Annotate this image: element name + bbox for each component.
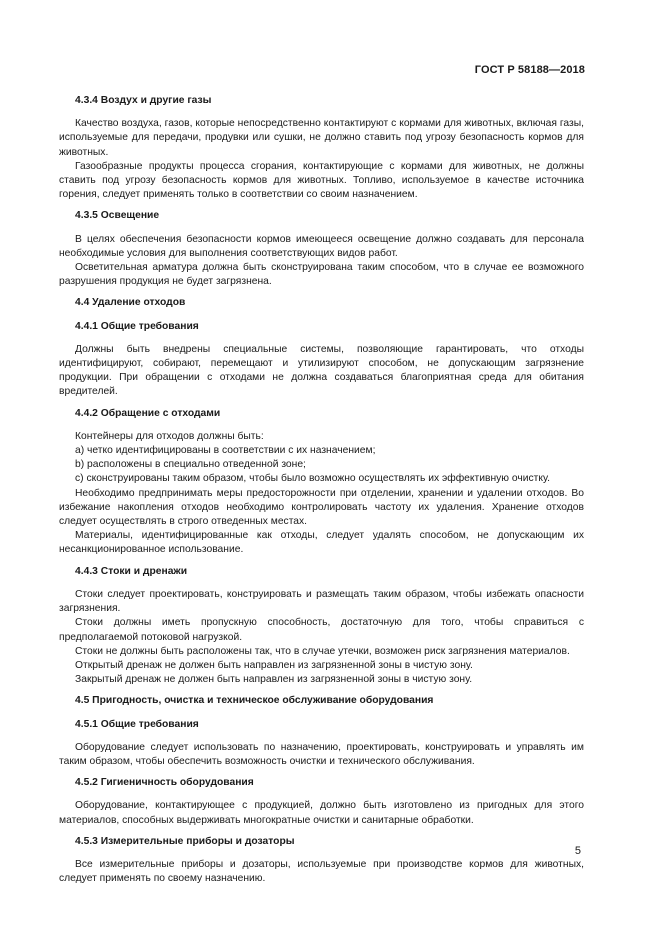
paragraph: В целях обеспечения безопасности кормов имеющееся освещение должно создавать для персонала необходимые условия для выполнения соответствующих видов работ. [59,233,584,259]
heading-4-4: 4.4 Удаление отходов [75,297,186,309]
paragraph: Закрытый дренаж не должен быть направлен из загрязненной зоны в чистую зону. [75,674,473,686]
paragraph: Должны быть внедрены специальные системы, позволяющие гарантировать, что отходы идентифицируют, собирают, перемещают и утилизируют способом, не допускающим загрязнение продукции. При обращении с отходами не должна создаваться благоприятная среда для обитания вредителей. [59,343,584,398]
paragraph: Контейнеры для отходов должны быть: [75,430,264,442]
document-body [59,94,584,886]
list-item: c) сконструированы таким образом, чтобы было возможно осуществлять их эффективную очистку. [75,473,550,485]
heading-4-4-2: 4.4.2 Обращение с отходами [75,407,221,419]
heading-4-5-3: 4.5.3 Измерительные приборы и дозаторы [75,835,295,847]
page-number: 5 [574,845,581,857]
document-standard-number: ГОСТ Р 58188—2018 [474,64,585,76]
heading-4-3-5: 4.3.5 Освещение [75,210,160,222]
heading-4-5-2: 4.5.2 Гигиеничность оборудования [75,777,254,789]
list-item: а) четко идентифицированы в соответствии с их назначением; [75,445,376,457]
paragraph: Стоки должны иметь пропускную способность, достаточную для того, чтобы справиться с предполагаемой потоковой нагрузкой. [59,617,584,643]
heading-4-5: 4.5 Пригодность, очистка и техническое обслуживание оборудования [75,695,434,707]
paragraph: Газообразные продукты процесса сгорания, контактирующие с кормами для животных, не должны ставить под угрозу безопасность кормов для животных. Топливо, используемое в качестве источника горения, следует применять только в соответствии со своим назначением. [59,160,584,201]
heading-4-3-4: 4.3.4 Воздух и другие газы [75,95,212,106]
paragraph: Осветительная арматура должна быть сконструирована таким способом, что в случае ее возможного разрушения продукция не будет загрязнена. [59,262,584,288]
paragraph: Стоки не должны быть расположены так, что в случае утечки, возможен риск загрязнения материалов. [75,645,570,657]
heading-4-4-3: 4.4.3 Стоки и дренажи [75,565,188,577]
paragraph: Стоки следует проектировать, конструировать и размещать таким образом, чтобы избежать опасности загрязнения. [59,588,584,615]
paragraph: Материалы, идентифицированные как отходы, следует удалять способом, не допускающим их несанкционированное использование. [59,530,584,556]
heading-4-5-1: 4.5.1 Общие требования [75,718,199,730]
paragraph: Оборудование, контактирующее с продукцией, должно быть изготовлено из пригодных для этого материалов, способных выдерживать многократные очистки и санитарные обработки. [59,800,584,826]
paragraph: Необходимо предпринимать меры предосторожности при отделении, хранении и удалении отходов. Во избежание накопления отходов необходимо контролировать частоту их удаления. Хранение отходов следует осуществлять в строго отведенных местах. [59,487,584,528]
paragraph: Качество воздуха, газов, которые непосредственно контактируют с кормами для животных, включая газы, используемые для передачи, продувки или сушки, не должно ставить под угрозу безопасность кормов для животных. [59,118,584,158]
paragraph: Все измерительные приборы и дозаторы, используемые при производстве кормов для животных, следует применять по своему назначению. [59,858,584,885]
heading-4-4-1: 4.4.1 Общие требования [75,320,199,332]
list-item: b) расположены в специально отведенной зоне; [75,459,306,471]
paragraph: Оборудование следует использовать по назначению, проектировать, конструировать и управлять им таким образом, чтобы обеспечить возможность очистки и технического обслуживания. [59,741,584,767]
paragraph: Открытый дренаж не должен быть направлен из загрязненной зоны в чистую зону. [75,659,473,671]
